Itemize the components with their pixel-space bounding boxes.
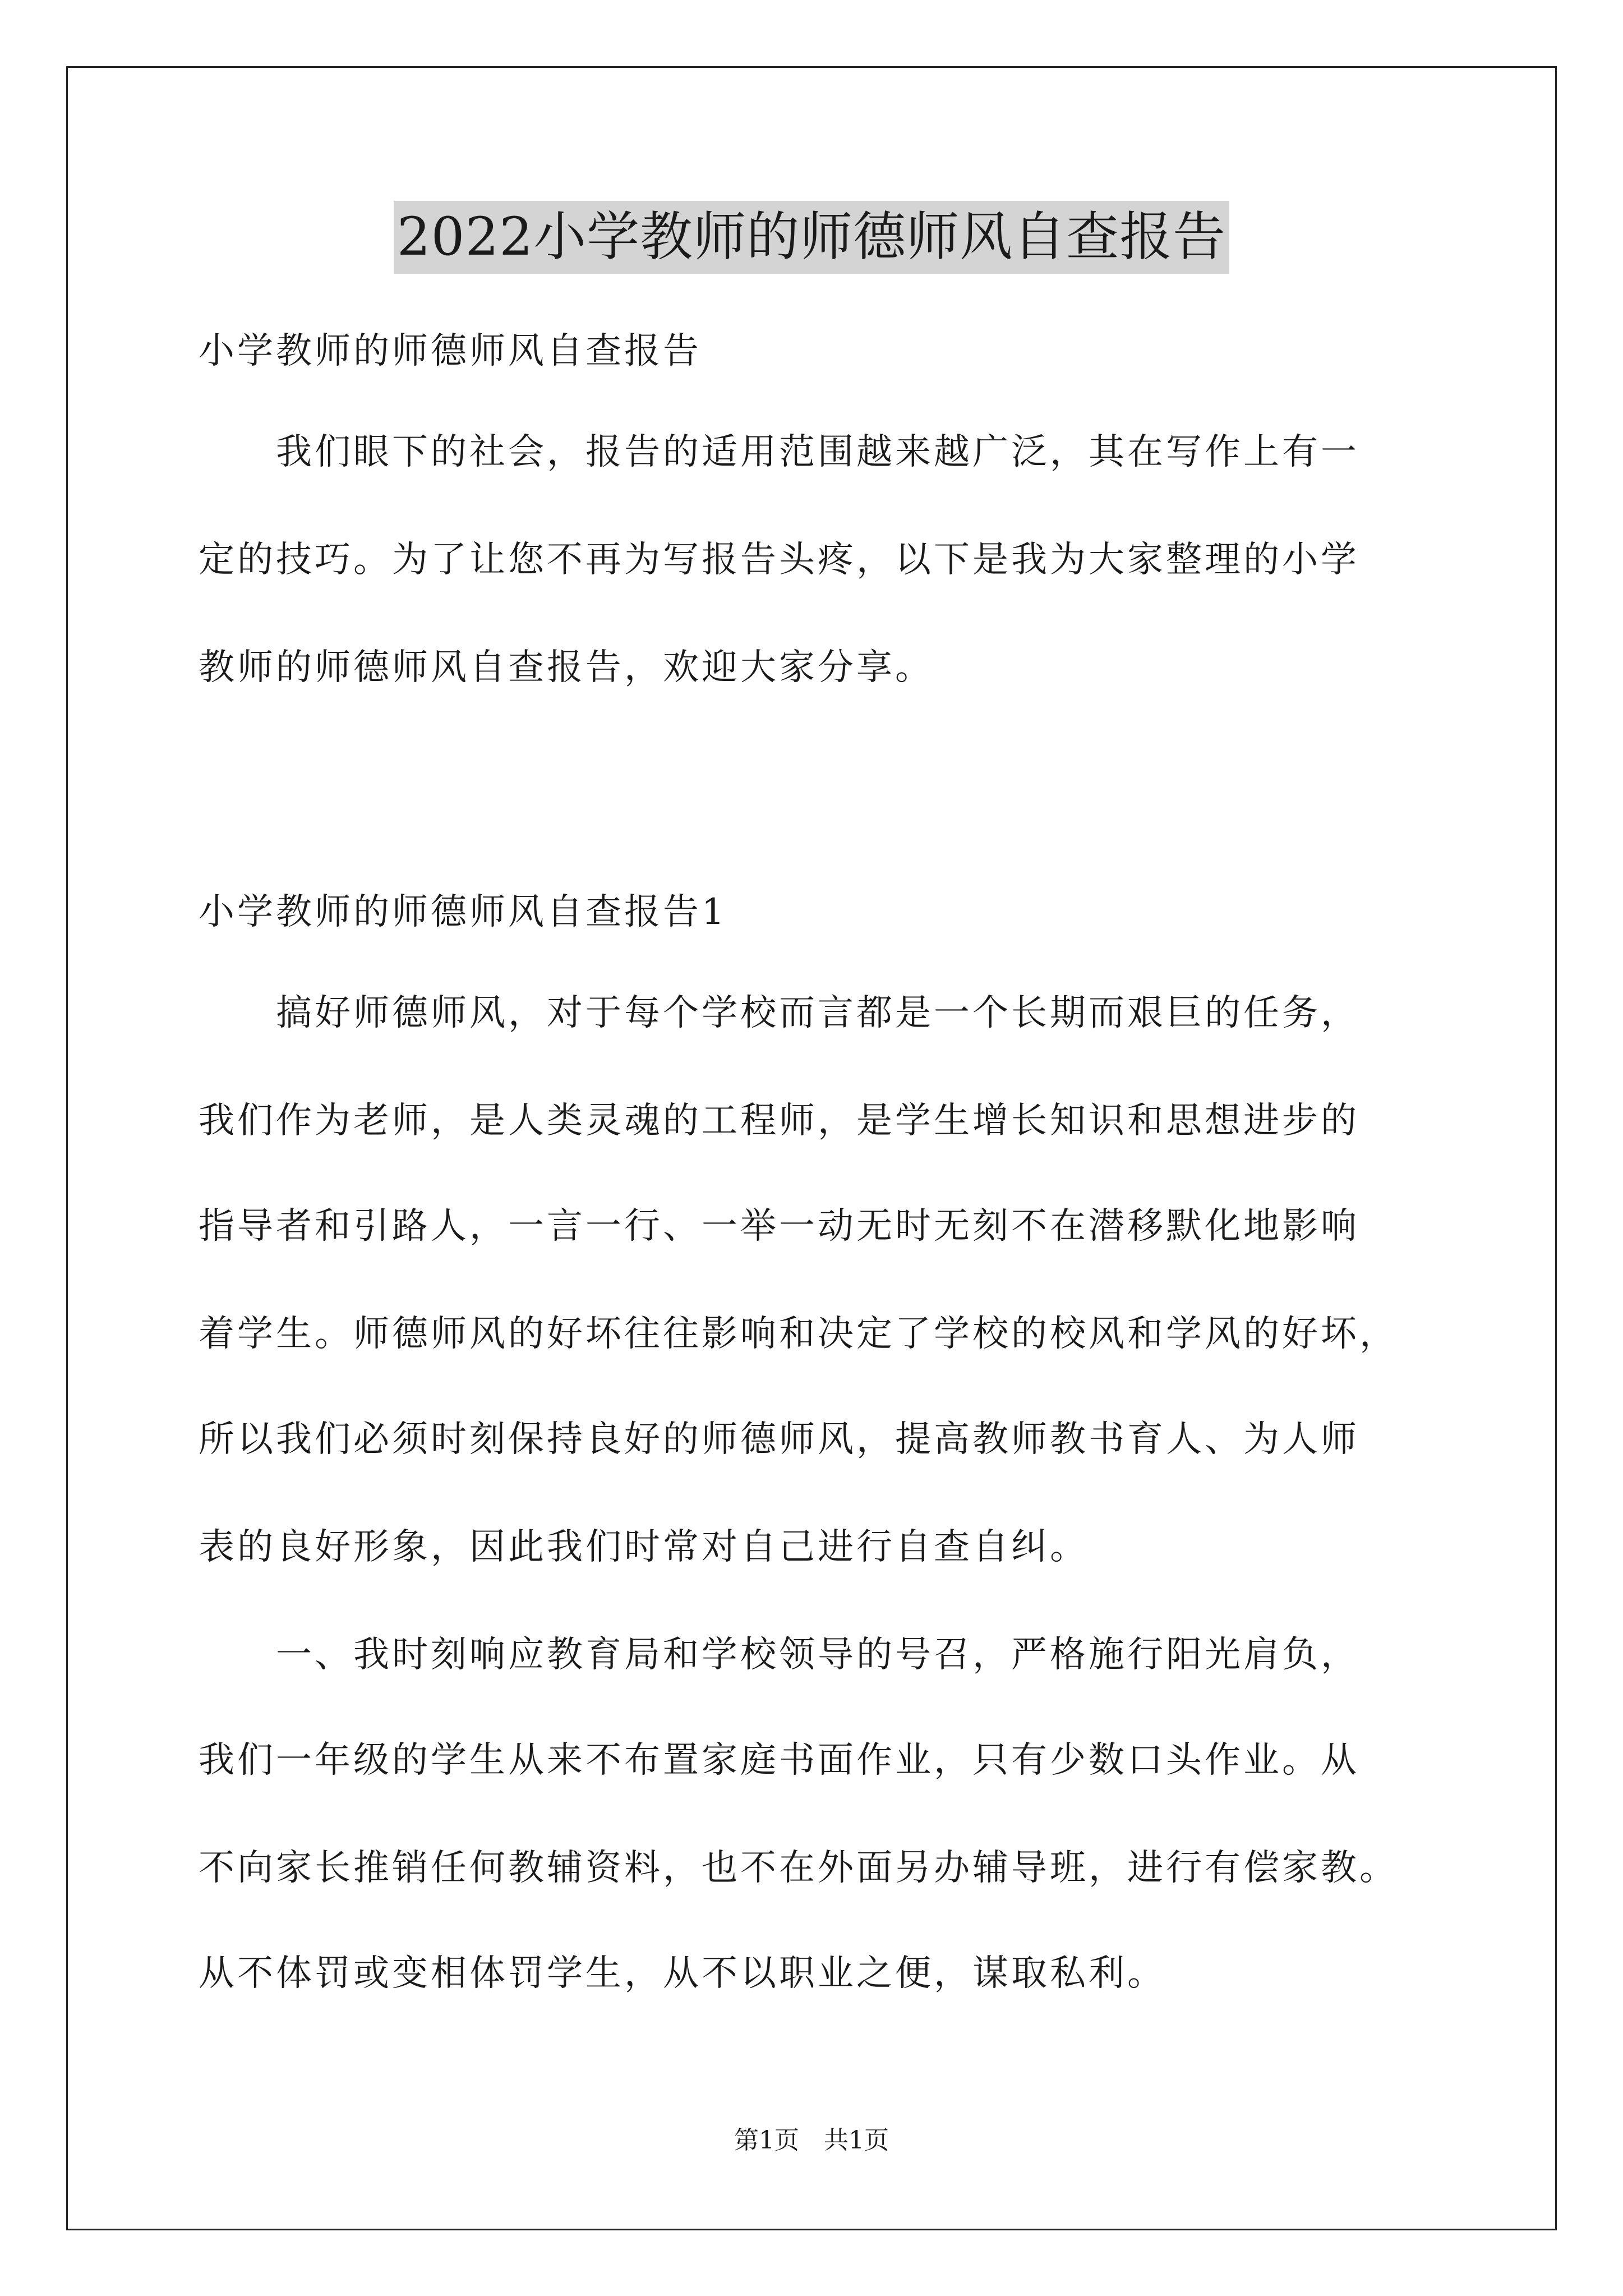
paragraph1-line-2: 我们作为老师，是人类灵魂的工程师，是学生增长知识和思想进步的 (199, 1100, 1359, 1142)
intro-line-2: 定的技巧。为了让您不再为写报告头疼，以下是我为大家整理的小学 (199, 539, 1359, 581)
paragraph2-line-4: 从不体罚或变相体罚学生，从不以职业之便，谋取私利。 (199, 1953, 1166, 1994)
page-footer: 第1页 共1页 (734, 2126, 889, 2155)
paragraph1-line-4: 着学生。师德师风的好坏往往影响和决定了学校的校风和学风的好坏， (199, 1313, 1398, 1355)
paragraph1-line-6: 表的良好形象，因此我们时常对自己进行自查自纠。 (199, 1526, 1089, 1568)
paragraph2-line-3: 不向家长推销任何教辅资料，也不在外面另办辅导班，进行有偿家教。 (199, 1847, 1398, 1889)
page-border (66, 66, 1557, 2230)
paragraph1-line-1: 搞好师德师风，对于每个学校而言都是一个长期而艰巨的任务， (199, 992, 1359, 1034)
intro-line-1: 我们眼下的社会，报告的适用范围越来越广泛，其在写作上有一 (199, 431, 1359, 473)
document-subtitle: 小学教师的师德师风自查报告 (199, 330, 702, 372)
document-title: 2022小学教师的师德师风自查报告 (394, 201, 1229, 274)
section-heading: 小学教师的师德师风自查报告1 (199, 891, 727, 933)
paragraph2-line-1: 一、我时刻响应教育局和学校领导的号召，严格施行阳光肩负， (199, 1634, 1359, 1676)
title-container (0, 201, 1623, 274)
paragraph2-line-2: 我们一年级的学生从来不布置家庭书面作业，只有少数口头作业。从 (199, 1740, 1359, 1781)
paragraph1-line-5: 所以我们必须时刻保持良好的师德师风，提高教师教书育人、为人师 (199, 1419, 1359, 1460)
intro-line-3: 教师的师德师风自查报告，欢迎大家分享。 (199, 647, 934, 688)
paragraph1-line-3: 指导者和引路人，一言一行、一举一动无时无刻不在潜移默化地影响 (199, 1205, 1359, 1247)
